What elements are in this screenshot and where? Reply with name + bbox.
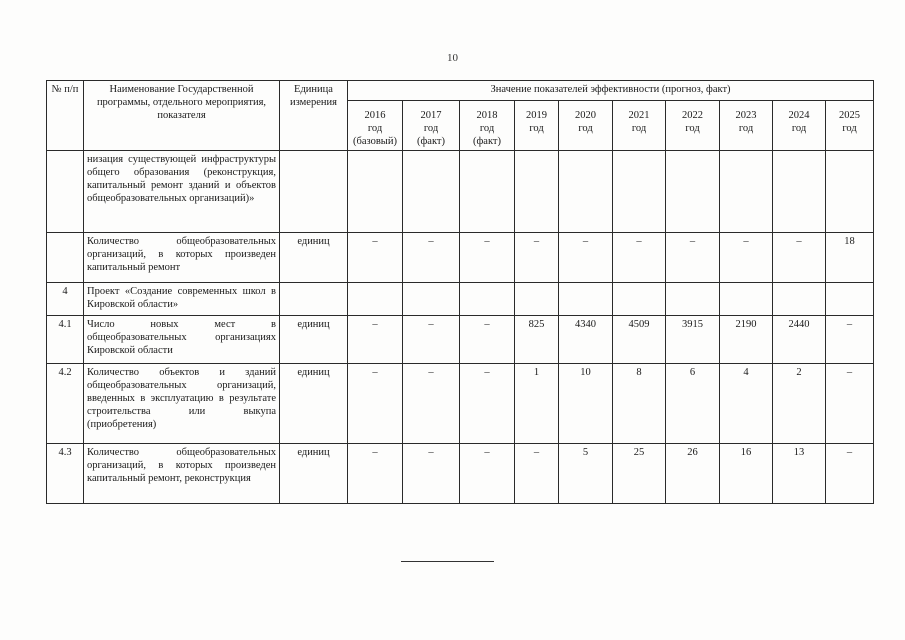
row-value-2025: 18 xyxy=(826,233,874,283)
indicators-table xyxy=(46,80,874,504)
row-unit: единиц xyxy=(280,233,348,283)
header-year-year: 2018 xyxy=(476,110,498,121)
row-value-2019: 1 xyxy=(515,364,559,444)
header-year-2025 xyxy=(826,101,874,151)
header-year-year: 2024 xyxy=(788,110,810,121)
row-value-2021: 25 xyxy=(613,444,666,504)
row-value-2025 xyxy=(826,283,874,316)
row-value-2023 xyxy=(720,151,773,233)
row-unit xyxy=(280,283,348,316)
row-value-2024: – xyxy=(773,233,826,283)
row-number: 4.1 xyxy=(47,316,84,364)
table-row xyxy=(47,316,874,364)
row-value-2023: 4 xyxy=(720,364,773,444)
row-value-2021: 4509 xyxy=(613,316,666,364)
header-year-note: (факт) xyxy=(416,136,445,147)
header-year-2016 xyxy=(348,101,403,151)
header-year-year: 2025 xyxy=(839,110,860,121)
row-value-2025: – xyxy=(826,444,874,504)
header-year-2017 xyxy=(403,101,460,151)
header-year-2023 xyxy=(720,101,773,151)
row-value-2025: – xyxy=(826,316,874,364)
header-year-2024 xyxy=(773,101,826,151)
row-value-2016 xyxy=(348,151,403,233)
row-name: Проект «Создание современных школ в Кировской области» xyxy=(84,283,280,316)
row-value-2023: 2190 xyxy=(720,316,773,364)
row-value-2021 xyxy=(613,283,666,316)
header-year-unit: год xyxy=(791,123,807,134)
row-value-2017 xyxy=(403,151,460,233)
row-value-2017: – xyxy=(403,316,460,364)
row-value-2017: – xyxy=(403,364,460,444)
header-year-2019 xyxy=(515,101,559,151)
row-value-2024: 2 xyxy=(773,364,826,444)
header-year-unit: год xyxy=(738,123,754,134)
row-value-2022 xyxy=(666,151,720,233)
row-unit: единиц xyxy=(280,316,348,364)
header-year-2018 xyxy=(460,101,515,151)
row-value-2019: 825 xyxy=(515,316,559,364)
row-value-2020: 5 xyxy=(559,444,613,504)
table-row xyxy=(47,364,874,444)
row-value-2018 xyxy=(460,283,515,316)
header-number: № п/п xyxy=(47,81,84,151)
row-name: Количество общеобразовательных организаций, в которых произведен капитальный ремонт xyxy=(84,233,280,283)
row-value-2021: – xyxy=(613,233,666,283)
row-value-2023: – xyxy=(720,233,773,283)
row-value-2018: – xyxy=(460,364,515,444)
row-unit xyxy=(280,151,348,233)
row-value-2020: – xyxy=(559,233,613,283)
header-year-2022 xyxy=(666,101,720,151)
header-year-year: 2021 xyxy=(628,110,650,121)
row-value-2024 xyxy=(773,283,826,316)
row-value-2020 xyxy=(559,151,613,233)
row-number: 4 xyxy=(47,283,84,316)
header-year-unit: год xyxy=(423,123,439,134)
header-year-note: (факт) xyxy=(472,136,501,147)
header-year-year: 2020 xyxy=(575,110,596,121)
row-value-2024: 2440 xyxy=(773,316,826,364)
header-unit: Единица измерения xyxy=(280,81,348,151)
row-value-2016: – xyxy=(348,316,403,364)
header-year-unit: год xyxy=(685,123,700,134)
row-value-2024 xyxy=(773,151,826,233)
header-year-2020 xyxy=(559,101,613,151)
row-value-2018: – xyxy=(460,233,515,283)
row-value-2022 xyxy=(666,283,720,316)
header-year-unit: год xyxy=(631,123,647,134)
header-year-unit: год xyxy=(578,123,593,134)
row-value-2017: – xyxy=(403,444,460,504)
row-value-2019: – xyxy=(515,444,559,504)
header-year-year: 2022 xyxy=(682,110,703,121)
row-value-2020: 10 xyxy=(559,364,613,444)
header-year-year: 2023 xyxy=(735,110,757,121)
header-year-unit: год xyxy=(367,123,383,134)
header-year-year: 2016 xyxy=(364,110,386,121)
row-name: Количество общеобразовательных организаций, в которых произведен капитальный ремонт, реконструкция xyxy=(84,444,280,504)
header-values: Значение показателей эффективности (прогноз, факт) xyxy=(348,81,874,101)
table-row xyxy=(47,283,874,316)
header-year-unit: год xyxy=(842,123,857,134)
row-value-2023: 16 xyxy=(720,444,773,504)
table-row xyxy=(47,151,874,233)
table-row xyxy=(47,233,874,283)
header-year-note: (базовый) xyxy=(353,136,397,147)
row-value-2020 xyxy=(559,283,613,316)
row-value-2021: 8 xyxy=(613,364,666,444)
row-value-2023 xyxy=(720,283,773,316)
row-name: Число новых мест в общеобразовательных организациях Кировской области xyxy=(84,316,280,364)
page-number: 10 xyxy=(447,52,458,64)
table-header xyxy=(47,81,874,151)
table-row xyxy=(47,444,874,504)
row-value-2025: – xyxy=(826,364,874,444)
row-unit: единиц xyxy=(280,444,348,504)
row-value-2017: – xyxy=(403,233,460,283)
row-value-2022: – xyxy=(666,233,720,283)
row-number: 4.3 xyxy=(47,444,84,504)
row-value-2024: 13 xyxy=(773,444,826,504)
row-name: низация существующей инфраструктуры общего образования (реконструкция, капитальный ремонт зданий и объектов общеобразовательных организаций)» xyxy=(84,151,280,233)
row-value-2021 xyxy=(613,151,666,233)
footer-divider xyxy=(401,561,494,562)
row-number xyxy=(47,151,84,233)
row-value-2016: – xyxy=(348,444,403,504)
header-year-year: 2017 xyxy=(420,110,442,121)
header-year-unit: год xyxy=(479,123,495,134)
row-value-2018: – xyxy=(460,316,515,364)
row-value-2022: 26 xyxy=(666,444,720,504)
row-value-2018 xyxy=(460,151,515,233)
row-number xyxy=(47,233,84,283)
row-value-2019 xyxy=(515,151,559,233)
header-year-2021 xyxy=(613,101,666,151)
header-year-unit: год xyxy=(529,123,544,134)
row-unit: единиц xyxy=(280,364,348,444)
header-name: Наименование Государственной программы, отдельного мероприятия, показателя xyxy=(84,81,280,151)
row-value-2017 xyxy=(403,283,460,316)
row-name: Количество объектов и зданий общеобразовательных организаций, введенных в эксплуатацию в результате строительства или выкупа (приобретения) xyxy=(84,364,280,444)
row-number: 4.2 xyxy=(47,364,84,444)
row-value-2025 xyxy=(826,151,874,233)
row-value-2016: – xyxy=(348,233,403,283)
row-value-2018: – xyxy=(460,444,515,504)
row-value-2016: – xyxy=(348,364,403,444)
header-year-year: 2019 xyxy=(526,110,547,121)
row-value-2022: 3915 xyxy=(666,316,720,364)
row-value-2016 xyxy=(348,283,403,316)
row-value-2020: 4340 xyxy=(559,316,613,364)
table-body xyxy=(47,151,874,504)
row-value-2019 xyxy=(515,283,559,316)
row-value-2022: 6 xyxy=(666,364,720,444)
row-value-2019: – xyxy=(515,233,559,283)
